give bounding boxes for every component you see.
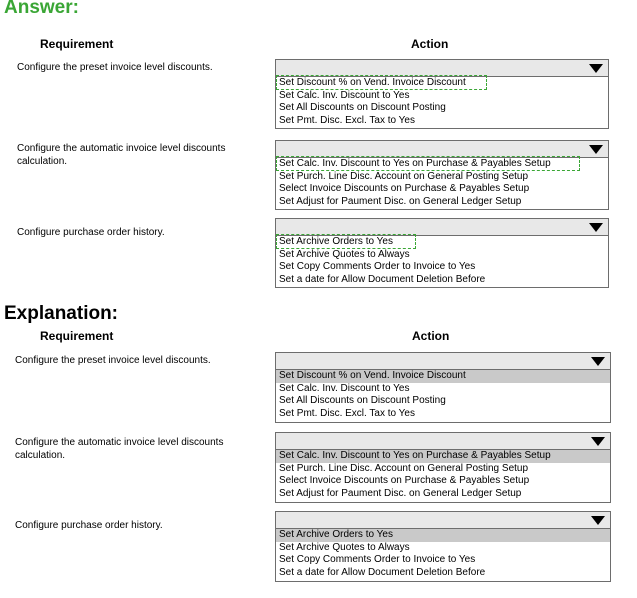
answer-dropdown-1[interactable] [275, 59, 609, 129]
dropdown-option[interactable]: Set Adjust for Paument Disc. on General Ledger Setup [279, 195, 522, 207]
dropdown-header[interactable] [276, 141, 608, 158]
dropdown-header[interactable] [276, 353, 610, 370]
chevron-down-icon[interactable] [591, 516, 605, 525]
dropdown-option[interactable]: Set Archive Orders to Yes [279, 236, 393, 247]
dropdown-option-selected[interactable]: Set Calc. Inv. Discount to Yes on Purchase & Payables Setup [276, 450, 610, 463]
dropdown-header[interactable] [276, 433, 610, 450]
dropdown-option[interactable]: Set Calc. Inv. Discount to Yes [279, 382, 410, 394]
dropdown-header[interactable] [276, 512, 610, 529]
dropdown-option[interactable]: Set Archive Quotes to Always [279, 248, 410, 260]
explanation-requirement-header: Requirement [40, 329, 114, 343]
explanation-requirement-3: Configure purchase order history. [15, 520, 163, 531]
chevron-down-icon[interactable] [591, 437, 605, 446]
dropdown-option[interactable]: Set Discount % on Vend. Invoice Discount [279, 77, 466, 88]
dropdown-option[interactable]: Set Calc. Inv. Discount to Yes [279, 89, 410, 101]
dropdown-header[interactable] [276, 219, 608, 236]
explanation-title: Explanation: [4, 303, 119, 324]
chevron-down-icon[interactable] [589, 145, 603, 154]
dropdown-option[interactable]: Set a date for Allow Document Deletion Before [279, 273, 486, 285]
answer-requirement-1: Configure the preset invoice level discounts. [17, 62, 213, 73]
dropdown-option[interactable]: Set All Discounts on Discount Posting [279, 102, 446, 113]
answer-action-header: Action [411, 37, 449, 51]
dropdown-option[interactable]: Select Invoice Discounts on Purchase & Payables Setup [279, 183, 530, 194]
chevron-down-icon[interactable] [589, 64, 603, 73]
answer-dropdown-3[interactable] [275, 218, 609, 288]
answer-requirement-3: Configure purchase order history. [17, 227, 165, 238]
dropdown-option[interactable]: Set Archive Quotes to Always [279, 541, 410, 553]
dropdown-option[interactable]: Set Purch. Line Disc. Account on General Posting Setup [279, 462, 529, 474]
chevron-down-icon[interactable] [591, 357, 605, 366]
explanation-dropdown-1[interactable] [275, 352, 611, 423]
explanation-requirement-1: Configure the preset invoice level discounts. [15, 355, 211, 366]
explanation-dropdown-2[interactable] [275, 432, 611, 503]
answer-title: Answer: [4, 0, 79, 18]
answer-dropdown-2[interactable] [275, 140, 609, 210]
dropdown-option-selected[interactable]: Set Archive Orders to Yes [276, 529, 610, 542]
dropdown-option[interactable]: Set Copy Comments Order to Invoice to Yes [279, 261, 476, 272]
dropdown-header[interactable] [276, 60, 608, 77]
dropdown-option[interactable]: Set a date for Allow Document Deletion Before [279, 566, 486, 578]
dropdown-option[interactable]: Set Calc. Inv. Discount to Yes on Purchase & Payables Setup [279, 158, 551, 169]
chevron-down-icon[interactable] [589, 223, 603, 232]
dropdown-option[interactable]: Set Adjust for Paument Disc. on General Ledger Setup [279, 487, 522, 499]
dropdown-option[interactable]: Set Pmt. Disc. Excl. Tax to Yes [279, 407, 415, 419]
dropdown-option[interactable]: Set All Discounts on Discount Posting [279, 395, 446, 406]
dropdown-option[interactable]: Set Copy Comments Order to Invoice to Yes [279, 554, 476, 565]
explanation-requirement-2: Configure the automatic invoice level discounts calculation. [15, 437, 224, 461]
dropdown-option-selected[interactable]: Set Discount % on Vend. Invoice Discount [276, 370, 610, 383]
dropdown-option[interactable]: Set Pmt. Disc. Excl. Tax to Yes [279, 114, 415, 126]
explanation-dropdown-3[interactable] [275, 511, 611, 582]
dropdown-option[interactable]: Select Invoice Discounts on Purchase & Payables Setup [279, 475, 530, 486]
explanation-action-header: Action [412, 329, 450, 343]
answer-requirement-header: Requirement [40, 37, 114, 51]
dropdown-option[interactable]: Set Purch. Line Disc. Account on General Posting Setup [279, 170, 529, 182]
answer-requirement-2: Configure the automatic invoice level discounts calculation. [17, 143, 226, 167]
